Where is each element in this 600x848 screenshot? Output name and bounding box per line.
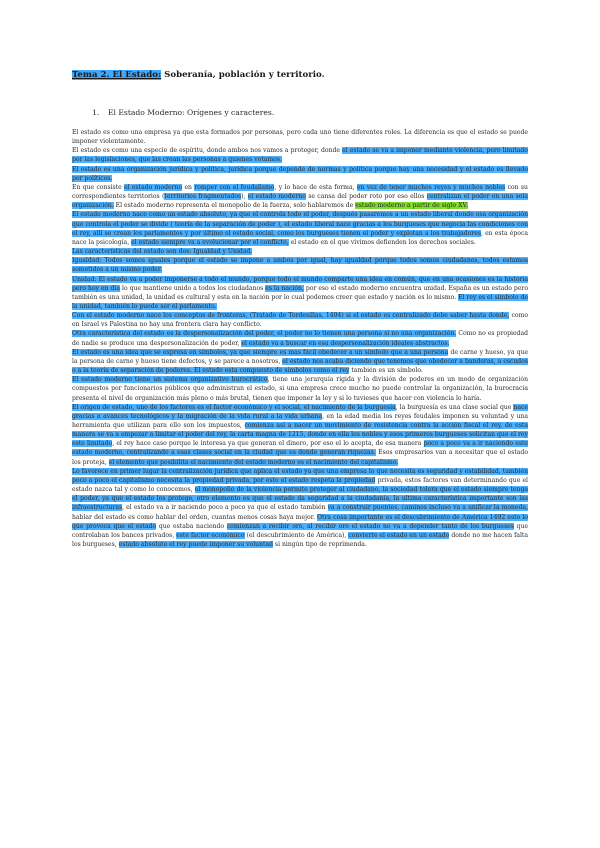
- paragraph: [72, 403, 528, 467]
- highlighted-text: es la nación,: [265, 284, 304, 292]
- paragraph: [72, 348, 528, 375]
- paragraph: [72, 183, 528, 210]
- highlighted-text: El rey es el símbolo de la unidad, también lo puede ser el parlamento.: [72, 293, 528, 310]
- text-run: se cansa del poder roto por eso ellos: [305, 193, 427, 201]
- paragraph: [72, 275, 528, 312]
- highlighted-text: Igualdad: Todos somos iguales porque el estado se impone a ambos por igual, hay igualdad porque todos somos ciudadanos, todos estamos sometidos a un mismo poder.: [72, 257, 528, 274]
- highlighted-text: Otra característica del estado es la despersonalización del poder, el poder no lo tienen una persona si no una organización.: [72, 330, 457, 338]
- highlighted-text: convierte el estado en un estado: [348, 531, 450, 539]
- paragraph: [72, 329, 528, 347]
- paragraph: [72, 256, 528, 274]
- paragraph: [72, 375, 528, 402]
- text-run: también es un símbolo.: [349, 367, 423, 375]
- text-run: El estado moderno representa el monopolio de la fuerza, solo hablaremos de: [113, 202, 356, 210]
- highlighted-text: este factor económico: [176, 531, 245, 539]
- section-title: El Estado Moderno: Orígenes y caracteres.: [108, 108, 275, 117]
- highlighted-text: estado absoluto el rey puede imponer su voluntad: [118, 541, 273, 549]
- highlighted-text: el elemento que posibilita el nacimiento del estado moderno es el nacimiento del capitalismo.: [108, 458, 399, 466]
- highlighted-text: Lo favorece en primer lugar la centralización jurídica que aplica el estado ya que una empresa lo que necesita es seguridad y estabilidad, también poco a poco el capitalismo necesita la propiedad privada, por esto el estado respeta la propiedad: [72, 467, 528, 484]
- highlighted-text: El estado moderno tiene un sistema organizativo burocrático: [72, 376, 268, 384]
- highlighted-text: nace gracias a avances tecnológicos y la migración de la vida rural a la vida urbana: [72, 403, 528, 420]
- text-run: , en la edad media los reyes feudales imponen su voluntad y una herramienta que utilizan para ello son los impuestos,: [72, 412, 528, 429]
- highlighted-text: Unidad: El estado va a poder imponerse a todo el mundo, porque todo el mundo comparte una idea en común, que en una ocasiones es la historia pero hoy en día: [72, 275, 528, 292]
- paragraph: [72, 247, 528, 256]
- text-run: hablar del estado es como hablar del orden, cuantas menos cosas haya mejor.: [72, 513, 318, 521]
- highlighted-text: el estado moderno: [124, 183, 183, 191]
- highlighted-text: Las características del estado son dos: Igualdad y Unidad.: [72, 248, 253, 256]
- text-run: ),: [241, 193, 248, 201]
- text-run: , tiene una jerarquía rígida y la división de poderes en un modo de organización compuestos por funcionarios públicos que administran el estado, si una empresa crece mucho no puede controlar la organización, la burocracia presenta el nivel de organización más pleno o más brutal, tienen que imponer la ley y si lo tuvieses que hacer con violencia lo haría.: [72, 376, 528, 402]
- highlighted-text: El estado es una idea que se expresa en símbolos, ya que siempre es mas fácil obedecer a un símbolo que a una persona: [72, 348, 449, 356]
- highlighted-text: centralizan el poder en una sola organización.: [72, 193, 528, 210]
- paragraph: [72, 146, 528, 164]
- text-run: de carne y hueso, ya que la persona de carne y hueso tiene defectos, y se parece a nosotros,: [72, 348, 528, 365]
- highlighted-text: el estado se va a imponer mediante violencia, pero limitado por las legislaciones, que las crean las personas a quienes votamos.: [72, 147, 528, 164]
- text-run: El estado es como una empresa ya que esta formados por personas, pero cada uno tiene diferentes roles. La diferencia es que el estado se puede imponer violentamente.: [72, 129, 528, 146]
- highlighted-text: el estado nos acaba diciendo que tenemos que obedecer a banderas, a escudos o a la teoría de separación de poderes. El estado esta compuesto de símbolos como el rey: [72, 357, 528, 375]
- text-run: que estaba naciendo: [156, 522, 227, 530]
- paragraph: [72, 311, 528, 329]
- highlighted-text: territorios fragmentados: [164, 193, 242, 201]
- highlighted-text: Con el estado moderno nace los conceptos de fronteras, (Tratado de Tordesillas, 1494) si el estado es centralizado debe saber hasta donde,: [72, 312, 510, 320]
- text-run: donde no me hacen falta los burgueses,: [72, 531, 528, 549]
- paragraph: [72, 165, 528, 183]
- text-run: Como no es propiedad de nadie se produce una despersonalización de poder,: [72, 330, 528, 347]
- section-heading: [92, 108, 274, 117]
- highlighted-text: El origen de estado, uno de los factores es el factor económico y el social, el nacimiento de la burguesía: [72, 403, 396, 411]
- title-rest: Soberanía, población y territorio.: [161, 70, 325, 80]
- highlighted-text: va a construir puentes, caminos incluso va a unificar la moneda,: [327, 504, 528, 512]
- text-run: en: [182, 183, 195, 191]
- text-run: por eso el estado moderno encuentra unidad. España es un estado pero también es una unidad, la unidad es cultural y esta en la nación por lo cual podemos creer que estado y nación es lo mismo.: [72, 284, 529, 301]
- highlighted-text: el estado siempre va a evolucionar por el conflicto,: [131, 238, 289, 246]
- text-run: , el rey hace caso porque le interesa ya que generan el dinero, por eso el lo acepta, de esa manera: [112, 440, 424, 448]
- highlighted-text: comienza así a nacer un movimiento de resistencia contra la acción fiscal el rey, de esta manera se va a empezar a limitar el poder del rey, la carta magna de 1215, donde en ella los nobles y esos primeros burgueses solicitan que el rey este limitado: [72, 422, 528, 448]
- text-run: , en esta época nace la psicología,: [72, 229, 528, 246]
- text-run: El estado es como una especie de espíritu, donde ambos nos vamos a proteger, donde: [72, 147, 343, 155]
- highlighted-text: comienzan a recibir oro, al recibir oro el estado no va a depender tanto de los burgueses: [226, 522, 514, 530]
- text-run: como en Israel vs Palestina no hay una frontera clara hay conflicto.: [72, 312, 528, 329]
- highlighted-text: en vez de tener muchos reyes y muchos nobles: [356, 183, 506, 191]
- highlighted-text: estado moderno a partir de siglo XV.: [355, 202, 468, 210]
- highlighted-text: poco a poco va a ir naciendo este estado moderno, centralizando a esas clases social en la ciudad que es donde generan riquezas.: [72, 440, 528, 457]
- text-run: con su correspondientes territorios (: [72, 183, 528, 201]
- document-title: [72, 70, 325, 80]
- highlighted-text: el monopolio de la violencia permite proteger al ciudadano, la sociedad tolera que el estado siempre tenga el poder, ya que el estado los protege, otro elemento es que el estado da seguridad a la ciudadanía, la ultima característica importante son las infraestructuras: [72, 486, 528, 512]
- document-body: [72, 128, 528, 549]
- text-run: En que consiste: [72, 183, 125, 191]
- text-run: lo que mantiene unido a todos los ciudadanos: [120, 284, 266, 292]
- highlighted-text: El estado es una organización jurídica y política, jurídica porque depende de normas y política porque hay una necesidad y el estado es llevado por políticos.: [72, 165, 528, 182]
- section-number: 1.: [92, 108, 100, 117]
- text-run: , el estado va a ir naciendo poco a poco ya que el estado también: [122, 504, 328, 512]
- highlighted-text: El estado moderno nace como un estado absoluto, ya que el controla todo el poder, después pasaremos a un estado liberal donde esa organización que controla el poder se divide ( teoría de la separación de poder ), el estado liberal nace gracias a los burgueses que negocia las condiciones con el rey, allí se crean los parlamentos y por último el estado social, como los burgueses tienen el poder y explotan a los trabajadores: [72, 211, 528, 237]
- text-run: Esos empresarios van a necesitar que el estado los proteja,: [72, 449, 529, 466]
- text-run: , y lo hace de esta forma,: [274, 183, 357, 191]
- highlighted-text: el estado va a buscar en esa despersonalización ideales abstractos.: [241, 339, 450, 347]
- paragraph: [72, 210, 528, 247]
- text-run: (el descubrimiento de América),: [244, 531, 349, 539]
- highlighted-text: romper con el feudalismo: [194, 183, 275, 191]
- highlighted-text: el estado moderno: [247, 193, 306, 201]
- paragraph: [72, 467, 528, 549]
- paragraph: [72, 128, 528, 146]
- text-run: que controlaban los bancos privados,: [72, 522, 528, 539]
- text-run: , la burguesía es una clase social que: [395, 403, 514, 411]
- text-run: privada, estos factores van determinando que el estado nazca tal y como lo conocemos,: [72, 476, 528, 494]
- text-run: si ningún tipo de reprimenda.: [273, 541, 367, 549]
- text-run: el estado en el que vivimos defienden los derechos sociales.: [288, 238, 476, 246]
- highlighted-text: Otra cosa importante es el descubrimiento de América 1492 esto lo que provoca que el estado: [72, 513, 528, 530]
- title-prefix: Tema 2. El Estado:: [72, 70, 162, 80]
